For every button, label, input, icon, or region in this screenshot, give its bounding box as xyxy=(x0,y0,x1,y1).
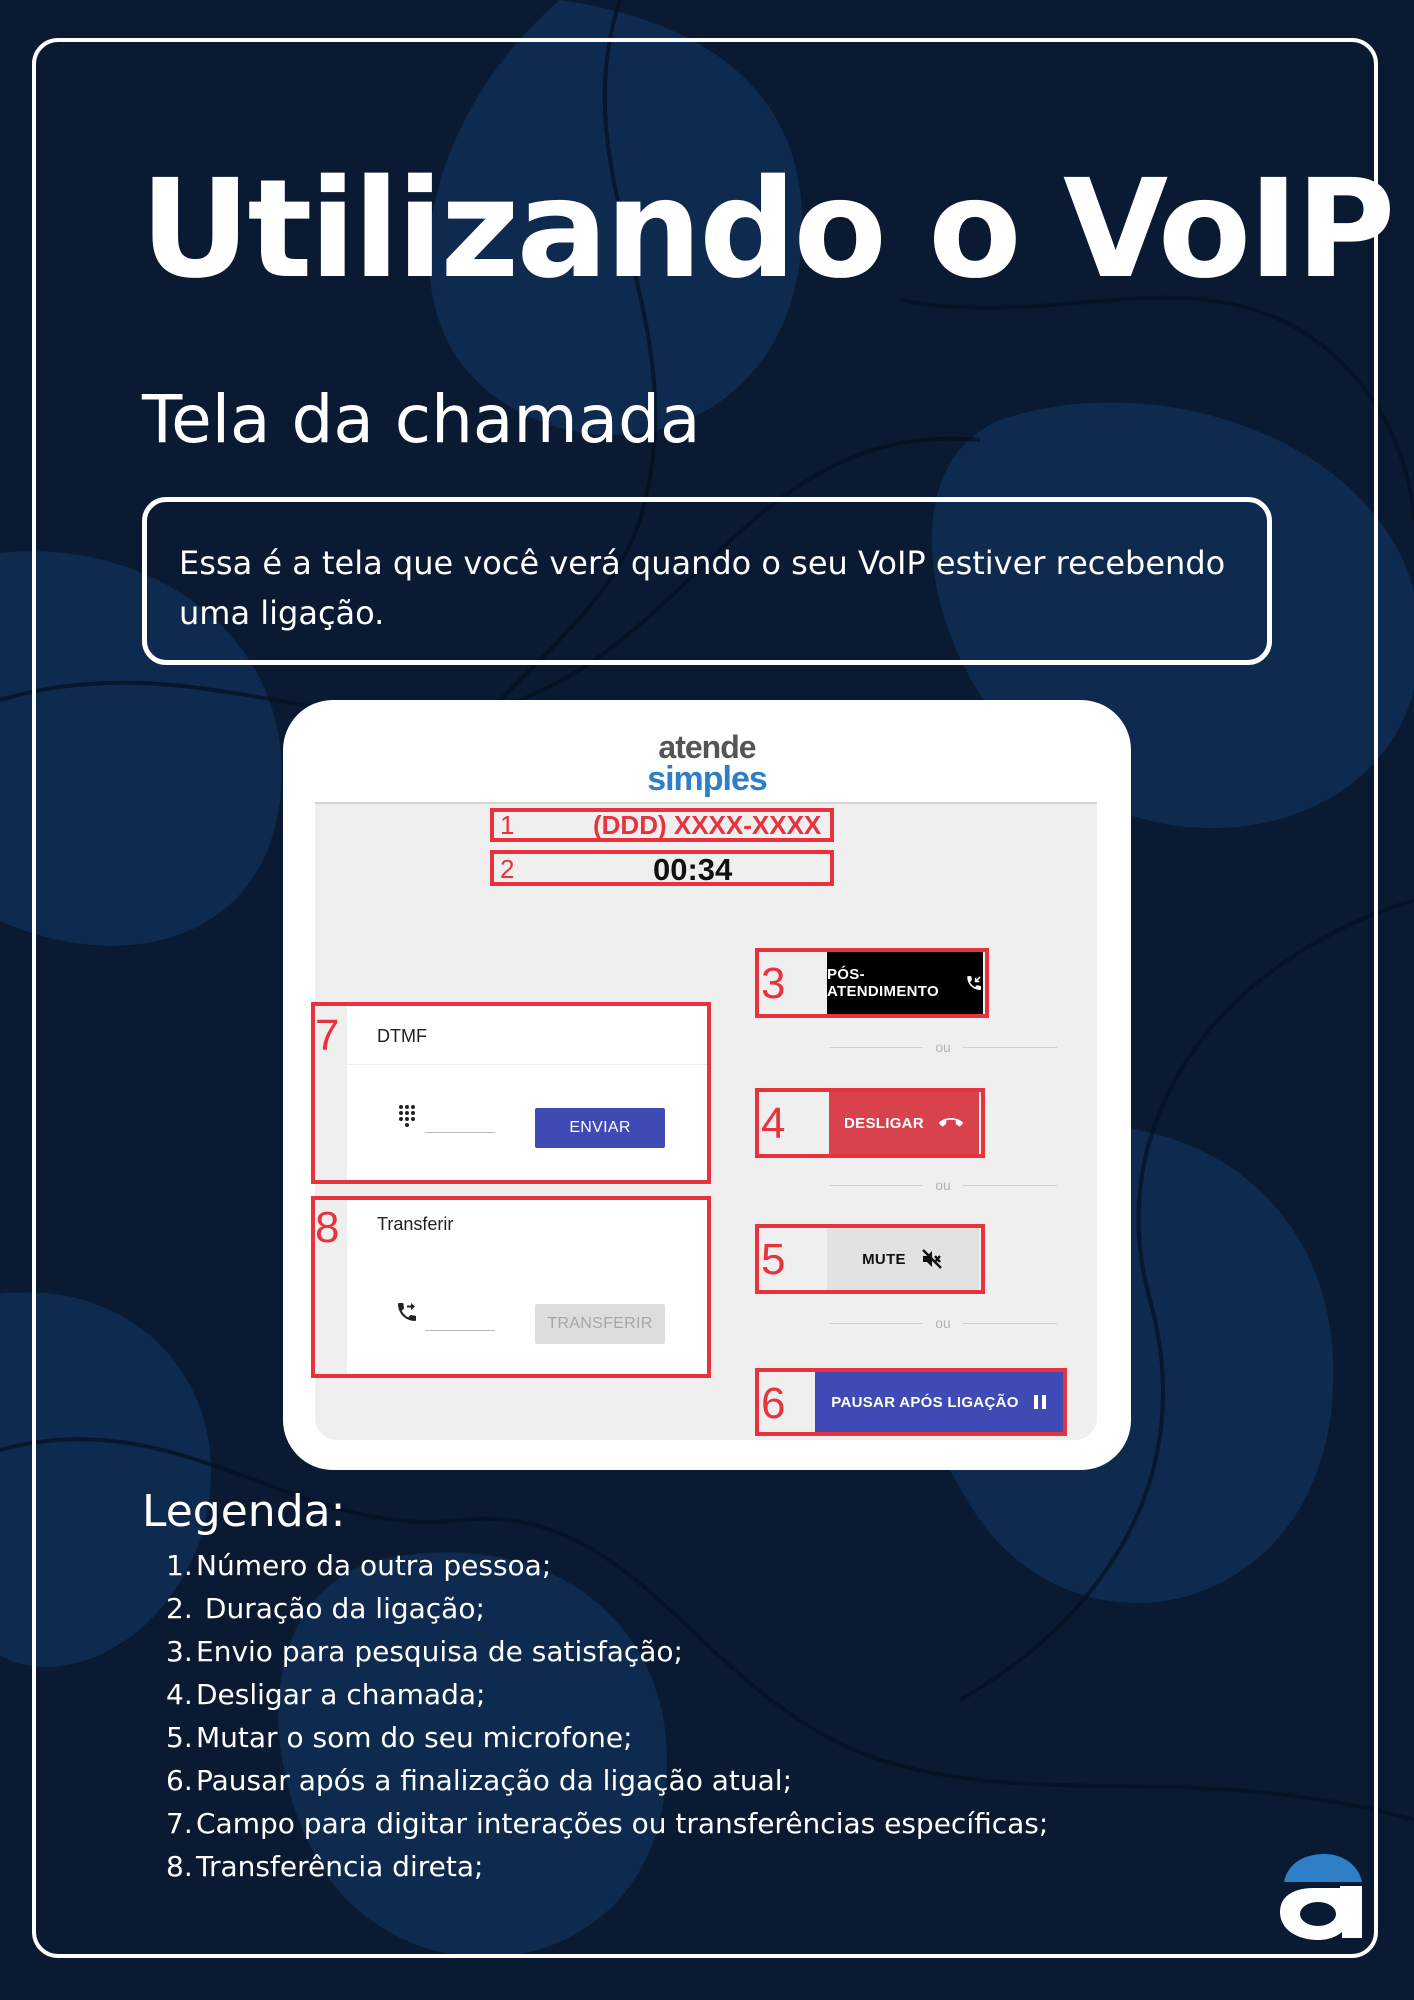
brand-logo-icon xyxy=(1276,1852,1366,1940)
transfer-input[interactable] xyxy=(425,1330,495,1331)
hang-up-icon xyxy=(938,1115,964,1131)
desligar-button[interactable] xyxy=(829,1092,979,1154)
transfer-title: Transferir xyxy=(377,1214,454,1234)
dtmf-title: DTMF xyxy=(377,1026,427,1046)
atende-simples-logo xyxy=(283,729,1131,798)
marker-2: 2 xyxy=(500,854,515,884)
pos-atendimento-button[interactable] xyxy=(827,952,983,1014)
pausar-label: PAUSAR APÓS LIGAÇÃO xyxy=(831,1393,1019,1411)
legend-item: 2. Duração da ligação; xyxy=(166,1592,485,1625)
enviar-label: ENVIAR xyxy=(569,1119,631,1136)
phone-forward-icon xyxy=(395,1300,419,1324)
pause-icon xyxy=(1033,1394,1047,1410)
marker-5: 5 xyxy=(761,1235,786,1284)
desligar-label: DESLIGAR xyxy=(844,1114,924,1132)
marker-3: 3 xyxy=(761,959,786,1008)
legend-item: 3. Envio para pesquisa de satisfação; xyxy=(166,1635,683,1668)
logo-line-2: simples xyxy=(647,760,767,798)
separator-1 xyxy=(829,1036,1057,1058)
separator-2 xyxy=(829,1174,1057,1196)
mute-button[interactable] xyxy=(827,1228,979,1290)
separator-3 xyxy=(829,1312,1057,1334)
legend-item: 5. Mutar o som do seu microfone; xyxy=(166,1721,633,1754)
logo-line-1: atende xyxy=(658,729,756,765)
legend-item: 8. Transferência direta; xyxy=(166,1850,484,1883)
intro-box: Essa é a tela que você verá quando o seu VoIP estiver recebendo uma ligação. xyxy=(142,497,1272,665)
dtmf-input[interactable] xyxy=(425,1132,495,1133)
call-timer: 00:34 xyxy=(653,852,733,887)
transferir-label: TRANSFERIR xyxy=(547,1315,653,1332)
page-title: Utilizando o VoIP xyxy=(140,151,1393,309)
legend-item: 4. Desligar a chamada; xyxy=(166,1678,486,1711)
transferir-button[interactable] xyxy=(535,1304,665,1344)
marker-4: 4 xyxy=(761,1099,786,1148)
enviar-button[interactable] xyxy=(535,1108,665,1148)
legend-item: 6. Pausar após a finalização da ligação atual; xyxy=(166,1764,792,1797)
separator-3-text: ou xyxy=(935,1315,951,1331)
pos-atendimento-label: PÓS-ATENDIMENTO xyxy=(827,966,939,1000)
legend-item: 1. Número da outra pessoa; xyxy=(166,1549,552,1582)
marker-6: 6 xyxy=(761,1379,786,1428)
mute-label: MUTE xyxy=(862,1250,906,1268)
legend-item: 7. Campo para digitar interações ou transferências específicas; xyxy=(166,1807,1049,1840)
call-screen-screenshot xyxy=(283,700,1131,1470)
call-panel xyxy=(315,802,1097,1440)
transfer-card xyxy=(347,1200,707,1374)
page-subtitle: Tela da chamada xyxy=(142,381,701,458)
dtmf-card xyxy=(347,1006,707,1180)
dialpad-icon xyxy=(397,1104,417,1130)
pausar-apos-ligacao-button[interactable] xyxy=(815,1372,1063,1432)
separator-1-text: ou xyxy=(935,1039,951,1055)
mute-icon xyxy=(920,1247,944,1271)
separator-2-text: ou xyxy=(935,1177,951,1193)
caller-number: (DDD) XXXX-XXXX xyxy=(593,810,822,840)
marker-7: 7 xyxy=(315,1011,340,1060)
marker-8: 8 xyxy=(315,1203,340,1252)
marker-1: 1 xyxy=(500,810,515,840)
phone-incoming-icon xyxy=(965,972,983,994)
legend-list xyxy=(166,1544,1048,1888)
legend-title: Legenda: xyxy=(142,1486,346,1537)
